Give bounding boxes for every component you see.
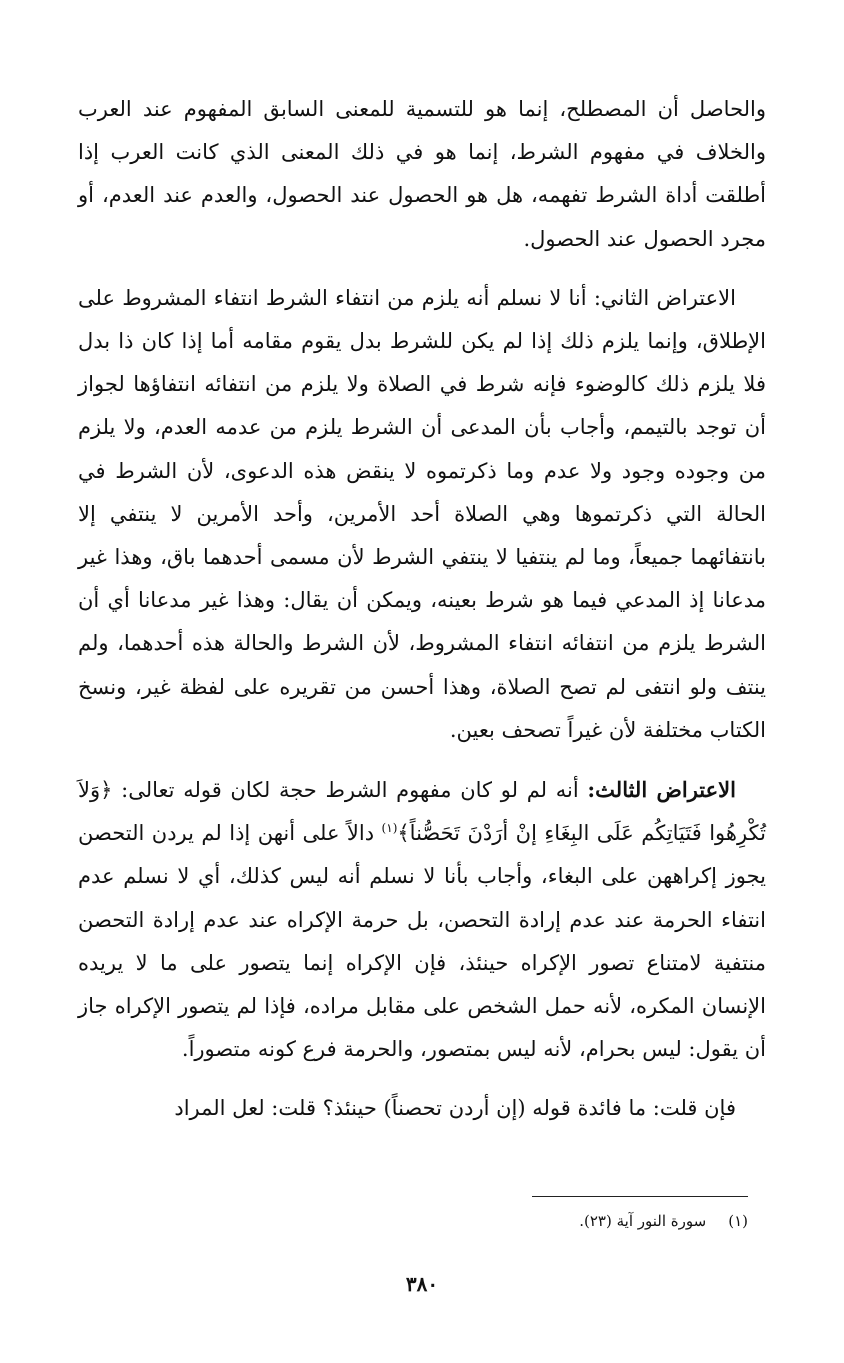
paragraph-question (78, 1087, 766, 1130)
footnote (348, 1206, 748, 1236)
paragraph-text: والحاصل أن المصطلح، إنما هو للتسمية للمعنى السابق المفهوم عند العرب والخلاف في مفهوم الشرط، إنما هو في ذلك المعنى الذي كانت العرب إذا أطلقت أداة الشرط تفهمه، هل هو الحصول عند الحصول، والعدم عند العدم، أو مجرد الحصول عند الحصول. (78, 97, 766, 251)
page-number: ٣٨٠ (405, 1272, 439, 1296)
body-text (78, 88, 766, 1131)
paragraph-text: دالاً على أنهن إذا لم يردن التحصن يجوز إكراههن على البغاء، وأجاب بأنا لا نسلم أنه ليس كذلك، أي لا نسلم عدم انتفاء الحرمة عند عدم إرادة التحصن، بل حرمة الإكراه عند عدم إرادة التحصن منتفية لامتناع تصور الإكراه حينئذ، فإن الإكراه إنما يتصور على ما لا يريده الإنسان المكره، لأنه حمل الشخص على مقابل مراده، فإذا لم يتصور الإكراه جاز أن يقول: ليس بحرام، لأنه ليس بمتصور، والحرمة فرع كونه متصوراً. (78, 821, 766, 1062)
paragraph-text: الاعتراض الثاني: أنا لا نسلم أنه يلزم من انتفاء الشرط انتفاء المشروط على الإطلاق، وإنما يلزم ذلك إذا لم يكن للشرط بدل يقوم مقامه أما إذا كان ذا بدل فلا يلزم ذلك كالوضوء فإنه شرط في الصلاة ولا يلزم من انتفائه انتفاؤها لجواز أن توجد بالتيمم، وأجاب بأن المدعى أن الشرط يلزم من عدمه العدم، ولا يلزم من وجوده وجود ولا عدم وما ذكرتموه لا ينقض هذه الدعوى، لأن الشرط في الحالة التي ذكرتموها وهي الصلاة أحد الأمرين، وأحد الأمرين لا ينتفي إلا بانتفائهما جميعاً، وما لم ينتفيا لا ينتفي الشرط لأن مسمى أحدهما باق، وهذا غير مدعانا إذ المدعي فيما هو شرط بعينه، ويمكن أن يقال: وهذا غير مدعانا أي أن الشرط يلزم من انتفائه انتفاء المشروط، لأن الشرط والحالة هذه أحدهما، ولم ينتف ولو انتفى لم تصح الصلاة، وهذا أحسن من تقريره على لفظة غير، ونسخ الكتاب مختلفة لأن غيراً تصحف بعين. (78, 285, 766, 742)
paragraph-text: فإن قلت: ما فائدة قوله (إن أردن تحصناً) حينئذ؟ قلت: لعل المراد (174, 1096, 736, 1121)
objection-heading: الاعتراض الثالث: (587, 777, 736, 803)
footnote-text: سورة النور آية (٢٣). (579, 1212, 707, 1230)
footnote-reference: (١) (381, 821, 398, 836)
quran-verse: ﴿وَلاَ تُكْرِهُوا فَتَيَاتِكُم عَلَى البِغَاءِ إنْ أرَدْنَ تَحَصُّناً﴾ (78, 778, 766, 846)
paragraph-third-objection (78, 768, 766, 1071)
footnote-divider (532, 1196, 748, 1197)
paragraph-text: أنه لم لو كان مفهوم الشرط حجة لكان قوله تعالى: (112, 778, 588, 803)
footnote-number: (١) (728, 1212, 748, 1230)
paragraph-second-objection (78, 277, 766, 752)
paragraph-summary (78, 88, 766, 261)
